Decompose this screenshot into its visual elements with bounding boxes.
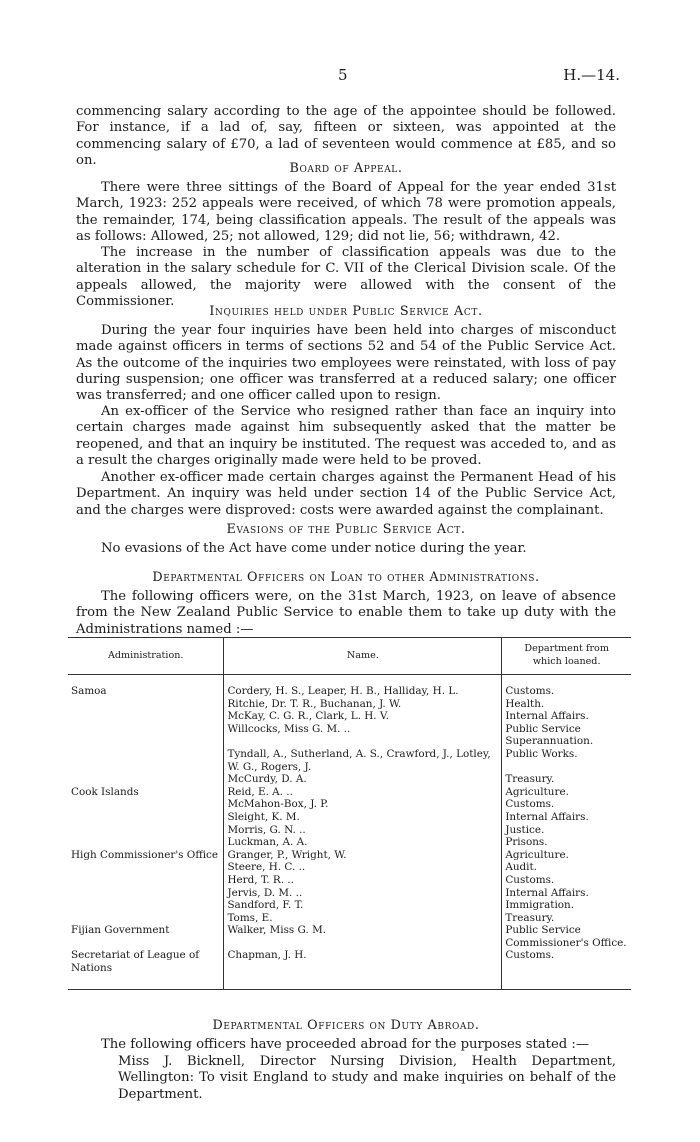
duty-abroad-paragraph-1: The following officers have proceeded abroad for the purposes stated :— (101, 1037, 590, 1052)
name-cell: Granger, P., Wright, W. (224, 849, 502, 862)
loan-paragraph: The following officers were, on the 31st March, 1923, on leave of absence from the New Zealand Public Service to enable them to take up duty with the Administrations named :— (76, 589, 616, 637)
column-header-department-line-1: Department from (524, 643, 609, 655)
evasions-paragraph: No evasions of the Act have come under notice during the year. (101, 541, 527, 556)
table-row (68, 723, 631, 748)
name-cell: Chapman, J. H. (224, 949, 502, 974)
name-cell: Cordery, H. S., Leaper, H. B., Halliday, H. L. (224, 685, 502, 698)
administration-cell (68, 874, 224, 887)
inquiries-paragraph-1: During the year four inquiries have been held into charges of misconduct made against officers in terms of sections 52 and 54 of the Public Service Act. As the outcome of the inquiries two employees were reinstated, with loss of pay during suspension; one officer was transferred at a reduced salary; one officer was transferred; and one officer called upon to resign. (76, 323, 616, 404)
department-cell: Customs. (502, 949, 631, 974)
board-of-appeal-paragraph-2: The increase in the number of classification appeals was due to the alteration in the salary schedule for C. VII of the Clerical Division scale. Of the appeals allowed, the majority were allowed with the consent of the Commissioner. (76, 245, 616, 309)
name-cell: McKay, C. G. R., Clark, L. H. V. (224, 710, 502, 723)
name-cell: Ritchie, Dr. T. R., Buchanan, J. W. (224, 698, 502, 711)
table-row (68, 698, 631, 711)
name-cell: Luckman, A. A. (224, 836, 502, 849)
table-row (68, 849, 631, 862)
intro-paragraph: commencing salary according to the age of the appointee should be followed. For instance, if a lad of, say, fifteen or sixteen, was appointed at the commencing salary of £70, a lad of seventeen would commence at £85, and so on. (76, 104, 616, 168)
department-cell: Prisons. (502, 836, 631, 849)
department-cell: Immigration. (502, 899, 631, 912)
department-cell: Internal Affairs. (502, 887, 631, 900)
table-row (68, 949, 631, 974)
evasions-heading: Evasions of the Public Service Act. (226, 522, 466, 537)
duty-abroad-paragraph-2: Miss J. Bicknell, Director Nursing Division, Health Department, Wellington: To visit England to study and make inquiries on behalf of the Department. (118, 1054, 616, 1102)
department-cell: Audit. (502, 861, 631, 874)
department-cell: Customs. (502, 685, 631, 698)
table-row (68, 874, 631, 887)
administration-cell: Cook Islands (71, 785, 139, 798)
department-cell: Public Works. (502, 748, 631, 773)
table-header-row (68, 638, 631, 675)
administration-cell: Samoa (71, 685, 107, 697)
department-cell: Agriculture. (502, 786, 631, 799)
table-row (68, 899, 631, 912)
name-cell: Walker, Miss G. M. (224, 924, 502, 949)
administration-cell (68, 723, 224, 748)
board-of-appeal-heading: Board of Appeal. (289, 161, 403, 176)
department-cell: Treasury. (502, 912, 631, 925)
name-cell: Steere, H. C. .. (224, 861, 502, 874)
name-cell: Sandford, F. T. (224, 899, 502, 912)
department-cell: Justice. (502, 824, 631, 837)
department-cell: Customs. (502, 874, 631, 887)
administration-cell: Secretariat of League of Nations (71, 949, 200, 975)
name-cell: Toms, E. (224, 912, 502, 925)
document-reference: H.—14. (563, 66, 620, 84)
administration-cell (68, 710, 224, 723)
table-row (68, 798, 631, 811)
loaned-officers-table (68, 637, 631, 990)
name-cell: Herd, T. R. .. (224, 874, 502, 887)
table-row (68, 824, 631, 837)
department-cell: Health. (502, 698, 631, 711)
inquiries-paragraph-2: An ex-officer of the Service who resigned rather than face an inquiry into certain charges made against him subsequently asked that the matter be reopened, and that an inquiry be instituted. The request was acceded to, and as a result the charges originally made were held to be proved. (76, 404, 616, 468)
table-row (68, 773, 631, 786)
administration-cell: Fijian Government (71, 924, 170, 937)
name-cell: McMahon-Box, J. P. (224, 798, 502, 811)
name-cell: Tyndall, A., Sutherland, A. S., Crawford, J., Lotley, W. G., Rogers, J. (224, 748, 502, 773)
column-header-name: Name. (224, 638, 502, 675)
department-cell: Agriculture. (502, 849, 631, 862)
department-cell: Customs. (502, 798, 631, 811)
table-row (68, 912, 631, 925)
duty-abroad-heading: Departmental Officers on Duty Abroad. (212, 1018, 480, 1033)
table-row (68, 924, 631, 949)
column-header-department-line-2: which loaned. (532, 656, 601, 667)
table-row (68, 811, 631, 824)
administration-cell (68, 798, 224, 811)
board-of-appeal-paragraph-1: There were three sittings of the Board of Appeal for the year ended 31st March, 1923: 252 appeals were received, of which 78 were promotion appeals, the remainder, 174, being classification appeals. The result of the appeals was as follows: Allowed, 25; not allowed, 129; did not lie, 56; withdrawn, 42. (76, 180, 616, 244)
page-number: 5 (338, 66, 348, 84)
name-cell: Willcocks, Miss G. M. .. (224, 723, 502, 748)
table-row (68, 836, 631, 849)
column-header-department (502, 638, 631, 675)
administration-cell (68, 824, 224, 837)
department-cell: Public Service Commissioner's Office. (502, 924, 631, 949)
administration-cell (68, 836, 224, 849)
administration-cell (68, 773, 224, 786)
table-row (68, 861, 631, 874)
name-cell: Morris, G. N. .. (224, 824, 502, 837)
name-cell: Sleight, K. M. (224, 811, 502, 824)
name-cell: Jervis, D. M. .. (224, 887, 502, 900)
department-cell: Internal Affairs. (502, 710, 631, 723)
administration-cell (68, 912, 224, 925)
table-row (68, 887, 631, 900)
department-cell: Treasury. (502, 773, 631, 786)
administration-cell (68, 811, 224, 824)
table-row (68, 710, 631, 723)
administration-cell (68, 887, 224, 900)
administration-cell (68, 861, 224, 874)
department-cell: Internal Affairs. (502, 811, 631, 824)
table-row (68, 786, 631, 799)
loan-heading: Departmental Officers on Loan to other Administrations. (152, 570, 540, 585)
administration-cell: High Commissioner's Office (71, 848, 219, 861)
name-cell: Reid, E. A. .. (224, 786, 502, 799)
name-cell: McCurdy, D. A. (224, 773, 502, 786)
administration-cell (68, 748, 224, 773)
table-row (68, 685, 631, 698)
column-header-administration: Administration. (68, 638, 224, 675)
administration-cell (68, 698, 224, 711)
administration-cell (68, 899, 224, 912)
table-row (68, 748, 631, 773)
inquiries-paragraph-3: Another ex-officer made certain charges against the Permanent Head of his Department. An inquiry was held under section 14 of the Public Service Act, and the charges were disproved: costs were awarded against the complainant. (76, 470, 616, 518)
department-cell: Public Service Superannuation. (502, 723, 631, 748)
inquiries-heading: Inquiries held under Public Service Act. (209, 304, 483, 319)
